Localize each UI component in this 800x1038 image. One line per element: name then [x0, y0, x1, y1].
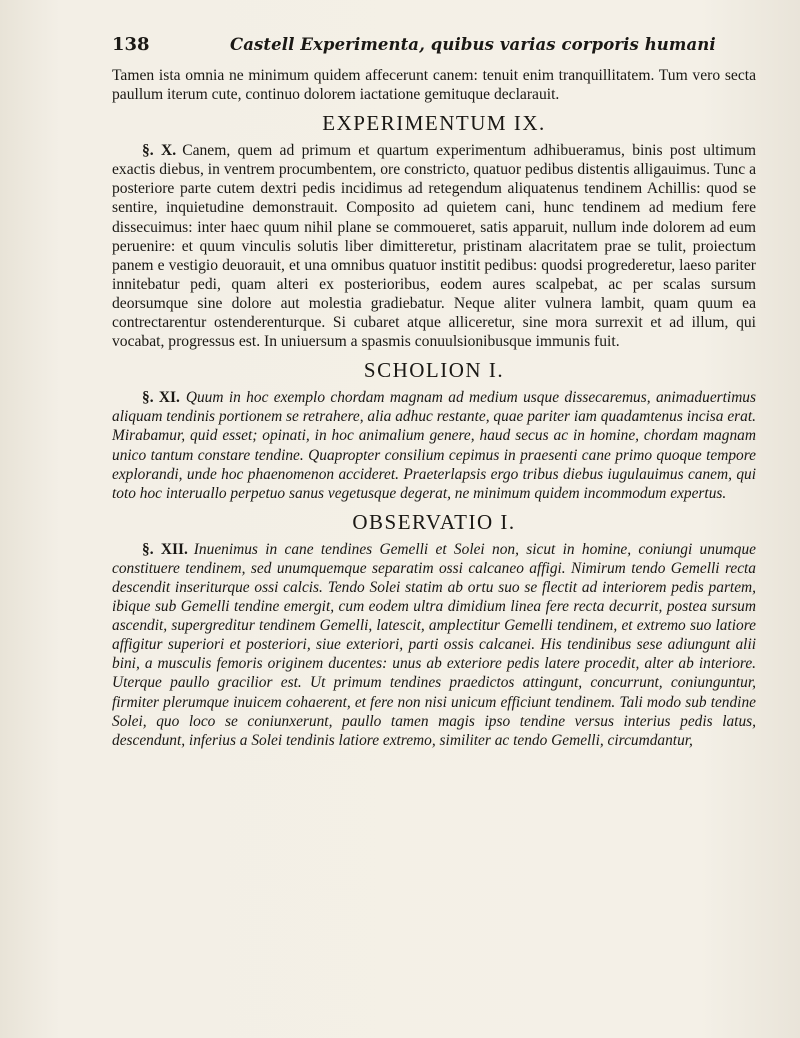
heading-experimentum-ix: EXPERIMENTUM IX.	[322, 111, 546, 136]
running-head	[112, 34, 756, 56]
paragraph-10	[112, 141, 756, 351]
heading-observatio-i: OBSERVATIO I.	[352, 509, 516, 534]
paragraph-number: §. XII.	[142, 540, 188, 558]
paragraph-text: Inuenimus in cane tendines Gemelli et Solei non, sicut in homine, coniungi unumque constituere tendinem, sed unumquemque separatim ossi calcaneo affigi. Nimirum tendo Gemelli recta descendit inseriturque ossi calcis. Tendo Solei statim ab ortu suo se flectit ad interiorem pedis partem, ibique sub Gemelli tendine emergit, cum eodem ultra dimidium linea fere recta decurrit, postea sursum ascendit, supergreditur tendinem Gemelli, latescit, amplectitur Gemelli tendinem, et extremo suo latiore affigitur superiori et posteriori, siue exteriori, parti ossis calcanei. His tendinibus sese adiungunt alii bini, a musculis femoris originem ducentes: unus ab exteriore pedis latere procedit, alter ab interiore. Uterque paullo gracilior est. Ut primum tendines praedictos attingunt, concurrunt, coniunguntur, firmiter plerumque inuicem cohaerent, et fere non nisi unicum efficiunt tendinem. Tali modo sub tendine Solei, quo loco se coniunxerunt, paullo tamen magis ipso tendine versus interius pedis latus, descendunt, inferius a Solei tendinis latiore extremo, similiter ac tendo Gemelli, circumdantur,	[112, 540, 756, 749]
paragraph-11	[112, 388, 756, 503]
page-number: 138	[112, 34, 150, 55]
running-title: Castell Experimenta, quibus varias corporis humani	[230, 35, 716, 54]
intro-paragraph: Tamen ista omnia ne minimum quidem affecerunt canem: tenuit enim tranquillitatem. Tum vero secta paullum iterum cute, continuo dolorem iactatione gemituque declarauit.	[112, 67, 756, 104]
heading-scholion-i: SCHOLION I.	[363, 358, 505, 383]
paragraph-text: Quum in hoc exemplo chordam magnam ad medium usque dissecaremus, animaduertimus aliquam tendinis portionem se retrahere, alia adhuc restante, quae pariter iam quadamtenus incisa erat. Mirabamur, quid esset; opinati, in hoc animalium genere, haud secus ac in homine, chordam magnam unico tantum constare tendine. Quapropter consilium cepimus in praesenti cane primo quoque tempore explorandi, unde hoc phaenomenon accideret. Praeterlapsis ergo tribus diebus iugulauimus canem, qui toto hoc interuallo perpetuo sanus vegetusque degerat, ne minimum quidem incommodum expertus.	[112, 389, 756, 502]
paragraph-number: §. X.	[142, 142, 177, 160]
paragraph-number: §. XI.	[142, 389, 180, 407]
paragraph-text: Canem, quem ad primum et quartum experimentum adhibueramus, binis post ultimum exactis diebus, in ventrem procumbentem, ore constricto, quatuor pedibus distentis alligauimus. Tunc a posteriore parte cutem dextri pedis incidimus ad retegendum aliquatenus tendinem Achillis: quod se sentire, inquietudine demonstrauit. Composito ad quietem cani, hunc tendinem ad medium fere dissecuimus: inter haec quum nihil plane se commoueret, satis apparuit, nullum inde dolorem ad eum peruenire: et quum vinculis solutis liber dimitteretur, pristinam alacritatem prae se tulit, proiectum panem e vestigio deuorauit, et una omnibus quatuor institit pedibus: quodsi progrederetur, laeso pariter innitebatur pedi, quam alteri ex posterioribus, eodem aures scalpebat, ac per scalas sursum deorsumque sine dolore aut molestia gradiebatur. Neque aliter vulnera lambit, quam quum ea contrectarentur ostenderenturque. Si cubaret atque alliceretur, sine mora surrexit et ad illum, qui vocabat, progressus est. In uniuersum a spasmis conuulsionibusque immunis fuit.	[112, 142, 756, 351]
paragraph-12	[112, 540, 756, 750]
